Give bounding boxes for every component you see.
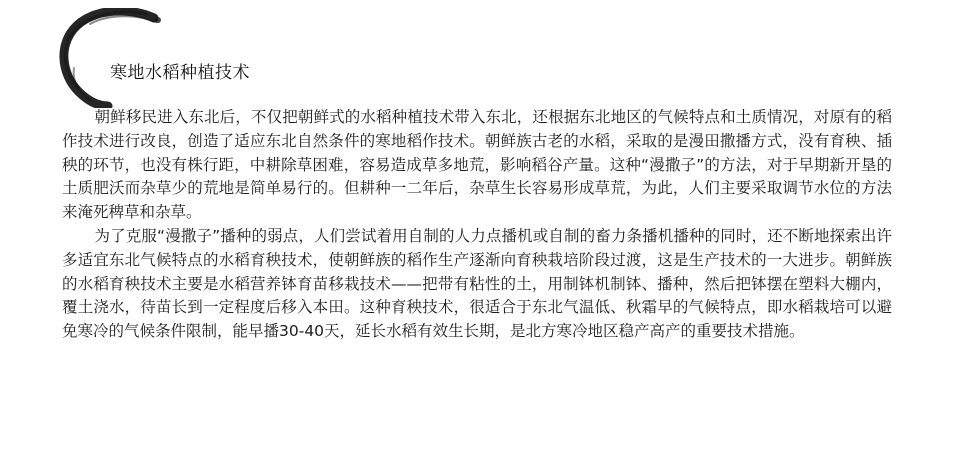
article-body: [62, 106, 892, 344]
paragraph: 为了克服“漫撒子”播种的弱点，人们尝试着用自制的人力点播机或自制的畜力条播机播种的同时，还不断地探索出许多适宜东北气候特点的水稻育秧技术，使朝鲜族的稻作生产逐渐向育秧栽培阶段过渡，这是生产技术的一大进步。朝鲜族的水稻育秧技术主要是水稻营养钵育苗移栽技术——把带有粘性的土，用制钵机制钵、播种，然后把钵摆在塑料大棚内，覆土浇水，待苗长到一定程度后移入本田。这种育秧技术，很适合于东北气温低、秋霜早的气候特点，即水稻栽培可以避免寒冷的气候条件限制，能早播30-40天，延长水稻有效生长期，是北方寒冷地区稳产高产的重要技术措施。: [62, 226, 892, 341]
paragraph: 朝鲜移民进入东北后，不仅把朝鲜式的水稻种植技术带入东北，还根据东北地区的气候特点和土质情况，对原有的稻作技术进行改良，创造了适应东北自然条件的寒地稻作技术。朝鲜族古老的水稻，采取的是漫田撒播方式，没有育秧、插秧的环节，也没有株行距，中耕除草困难，容易造成草多地荒，影响稻谷产量。这种“漫撒子”的方法，对于早期新开垦的土质肥沃而杂草少的荒地是简单易行的。但耕种一二年后，杂草生长容易形成草荒，为此，人们主要采取调节水位的方法来淹死稗草和杂草。: [62, 108, 892, 222]
page-title: 寒地水稻种植技术: [110, 63, 250, 83]
